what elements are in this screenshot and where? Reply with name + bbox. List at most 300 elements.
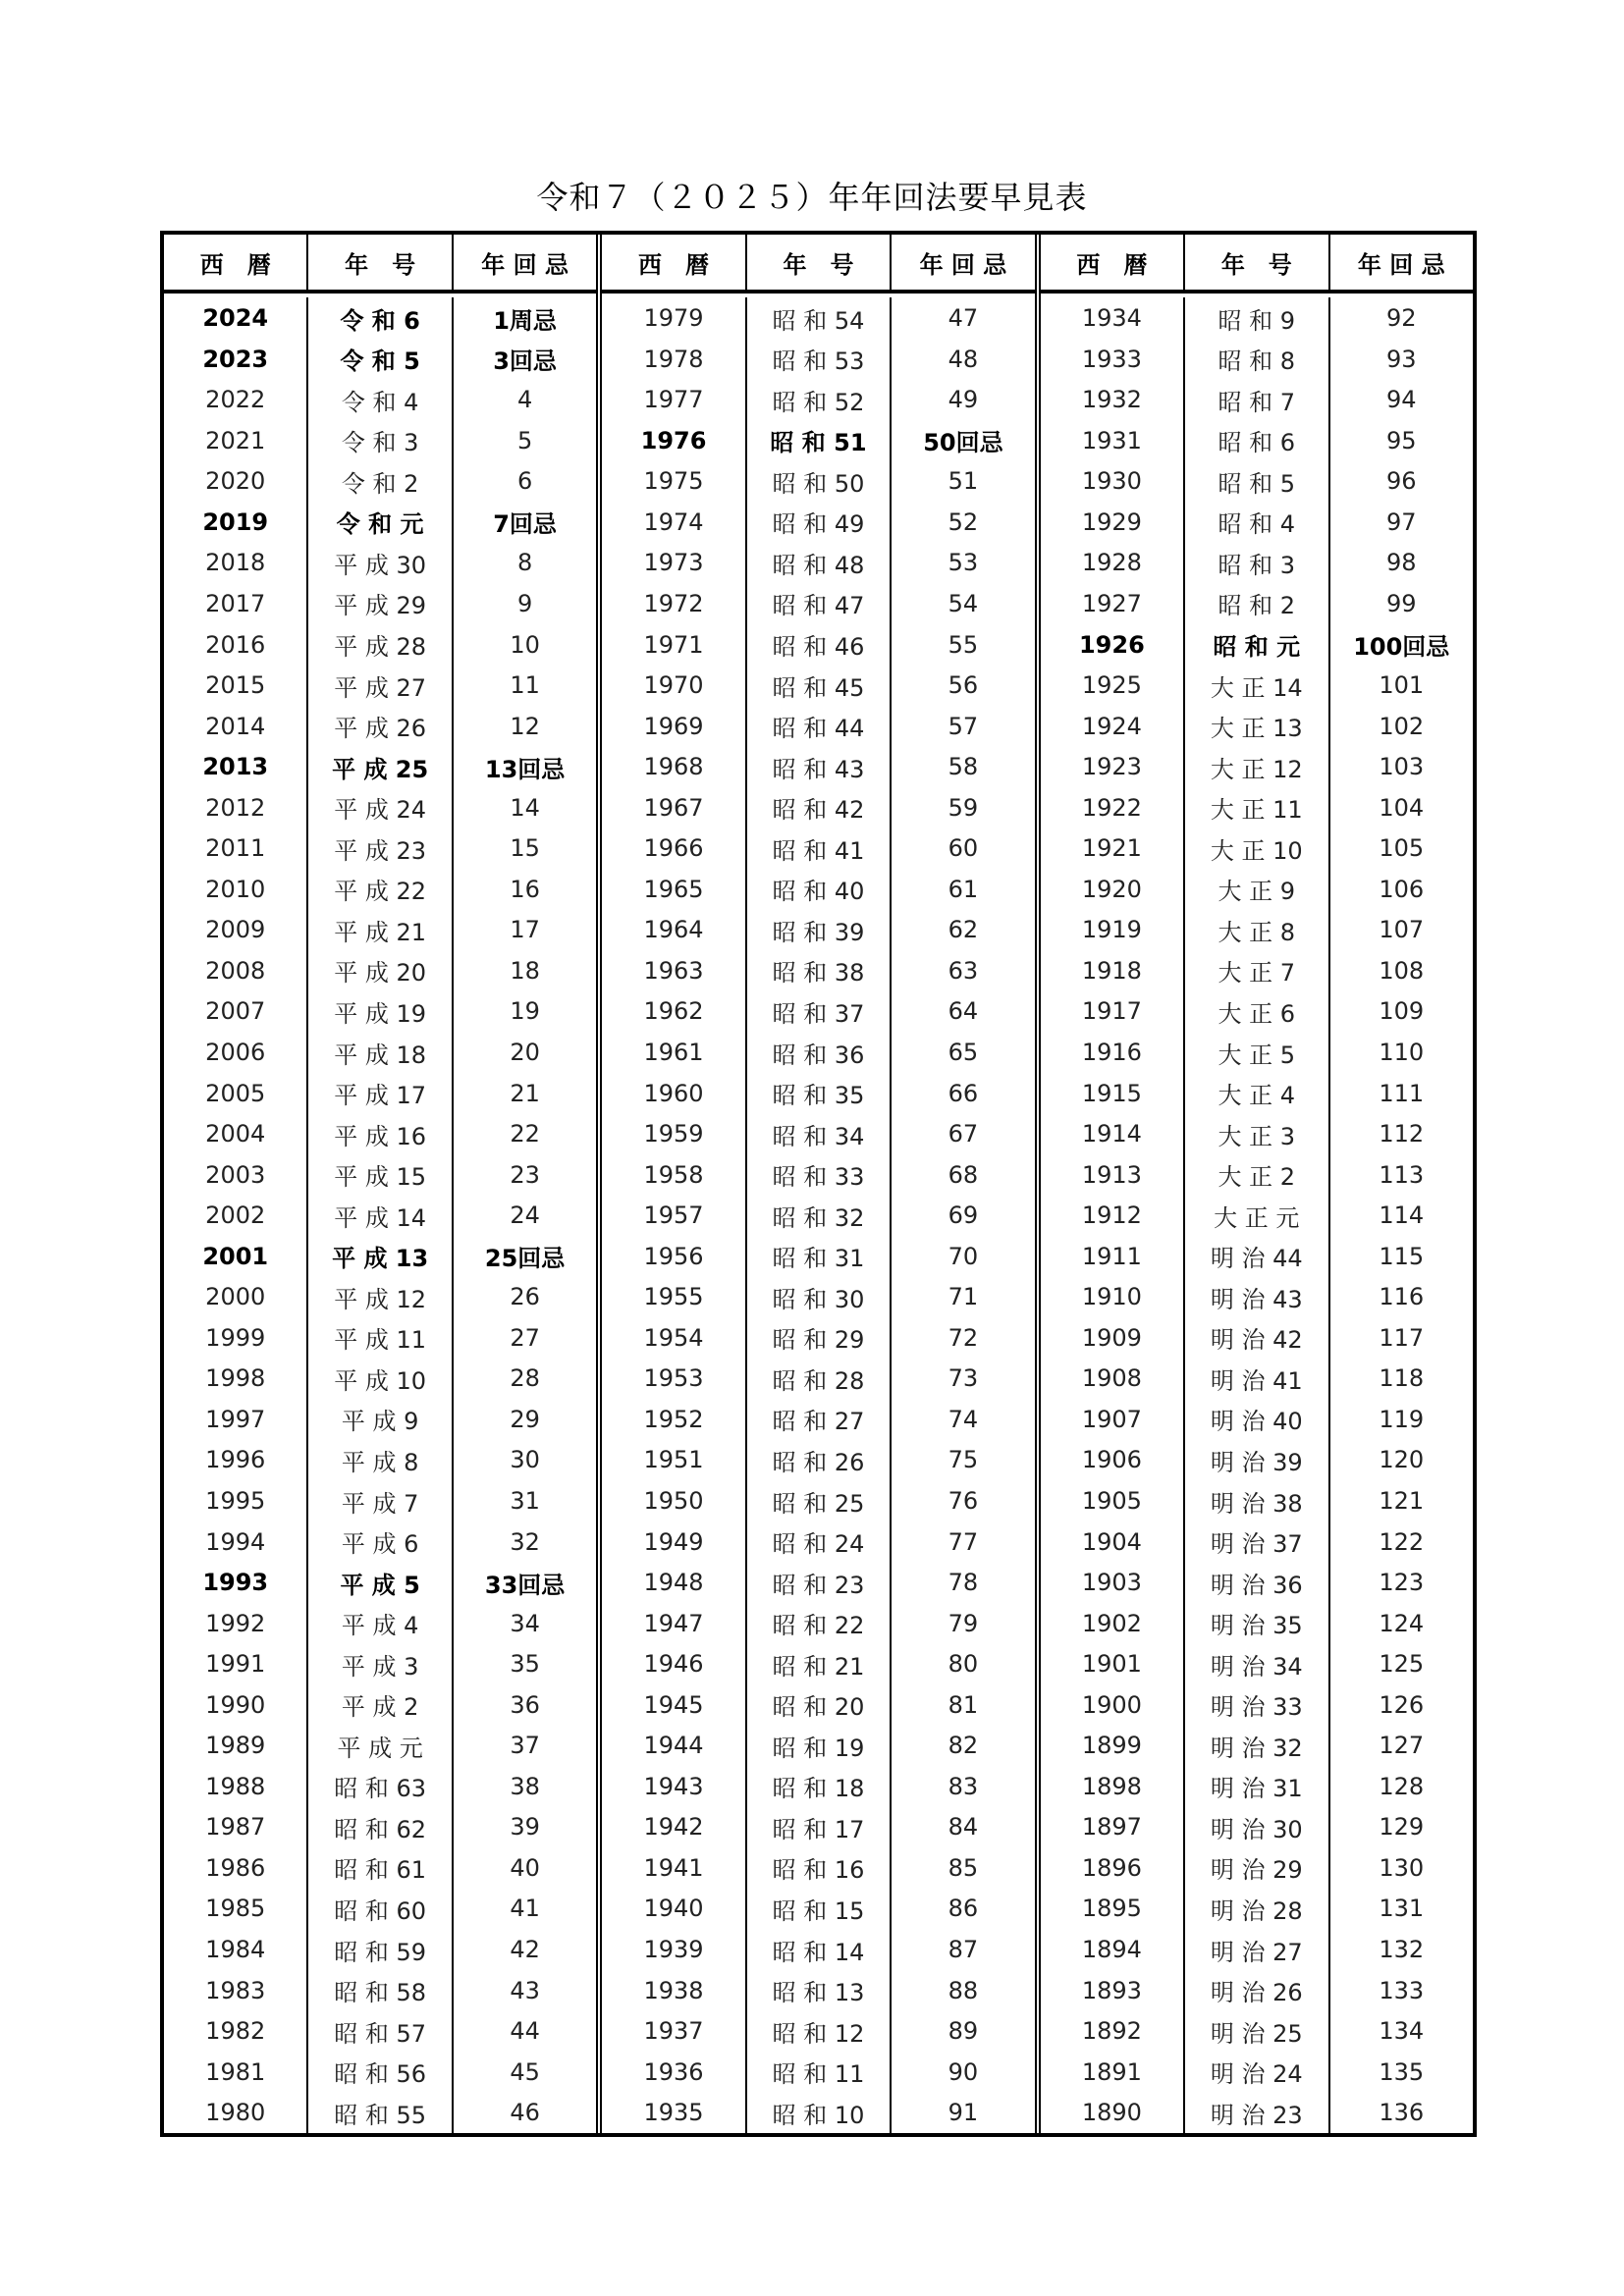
cell-nengo: 大 正 5 (1183, 1032, 1327, 1073)
table-row (602, 1359, 1034, 1400)
header-seireki: 西 暦 (638, 250, 710, 279)
table-row (164, 1889, 596, 1930)
cell-nengo: 平 成 16 (306, 1113, 451, 1154)
table-row (1041, 1970, 1473, 2011)
table-row (164, 1684, 596, 1726)
cell-kaiki: 4 (452, 379, 596, 420)
cell-kaiki: 136 (1328, 2092, 1473, 2133)
cell-seireki: 1978 (643, 345, 704, 373)
cell-seireki: 1927 (1081, 589, 1142, 617)
header-kaiki: 年 回 忌 (452, 235, 596, 290)
cell-kaiki: 112 (1328, 1113, 1473, 1154)
table-row (164, 1643, 596, 1684)
table-row (1041, 1847, 1473, 1889)
rows-container (164, 294, 596, 2133)
cell-nengo: 平 成 22 (306, 869, 451, 910)
cell-nengo: 昭 和 26 (745, 1440, 890, 1481)
cell-nengo: 平 成 23 (306, 828, 451, 870)
table-row (1041, 583, 1473, 624)
cell-kaiki: 60 (890, 828, 1034, 870)
cell-nengo: 大 正 11 (1183, 787, 1327, 828)
cell-nengo: 平 成 4 (306, 1603, 451, 1644)
cell-seireki: 1954 (643, 1323, 704, 1352)
cell-seireki: 1946 (643, 1650, 704, 1679)
table-row (164, 787, 596, 828)
table-row (164, 543, 596, 584)
cell-kaiki: 86 (890, 1889, 1034, 1930)
cell-kaiki: 89 (890, 2010, 1034, 2052)
cell-seireki: 1937 (643, 2017, 704, 2046)
header-seireki: 西 暦 (199, 250, 271, 279)
cell-seireki: 2004 (205, 1120, 266, 1148)
cell-seireki: 1969 (643, 712, 704, 740)
cell-nengo: 昭 和 19 (745, 1726, 890, 1767)
cell-seireki: 1922 (1081, 793, 1142, 822)
table-group-2 (596, 235, 1034, 2133)
cell-nengo: 大 正 9 (1183, 869, 1327, 910)
cell-seireki: 1942 (643, 1813, 704, 1842)
cell-nengo: 昭 和 8 (1183, 339, 1327, 380)
cell-nengo: 大 正 12 (1183, 746, 1327, 787)
table-row (164, 1073, 596, 1114)
cell-nengo: 昭 和 24 (745, 1522, 890, 1563)
cell-nengo: 明 治 35 (1183, 1603, 1327, 1644)
cell-seireki: 2002 (205, 1201, 266, 1230)
table-row (1041, 1522, 1473, 1563)
table-row (1041, 706, 1473, 747)
cell-nengo: 昭 和 45 (745, 665, 890, 706)
cell-kaiki: 48 (890, 339, 1034, 380)
cell-kaiki: 95 (1328, 420, 1473, 461)
cell-nengo: 平 成 14 (306, 1195, 451, 1236)
cell-seireki: 1976 (640, 426, 707, 454)
cell-kaiki: 8 (452, 543, 596, 584)
header-seireki: 西 暦 (1076, 250, 1148, 279)
cell-seireki: 1902 (1081, 1609, 1142, 1637)
table-row (602, 665, 1034, 706)
cell-nengo: 平 成 6 (306, 1522, 451, 1563)
cell-kaiki: 36 (452, 1684, 596, 1726)
table-row (602, 420, 1034, 461)
header-row (164, 235, 596, 294)
cell-nengo: 昭 和 2 (1183, 583, 1327, 624)
cell-seireki: 1979 (643, 304, 704, 333)
table-row (1041, 1889, 1473, 1930)
cell-nengo: 明 治 23 (1183, 2092, 1327, 2133)
cell-nengo: 昭 和 5 (1183, 461, 1327, 503)
cell-kaiki: 78 (890, 1562, 1034, 1603)
table-row (164, 1277, 596, 1318)
cell-seireki: 2023 (202, 345, 269, 373)
cell-seireki: 1992 (205, 1609, 266, 1637)
cell-kaiki: 11 (452, 665, 596, 706)
cell-nengo: 昭 和 11 (745, 2052, 890, 2093)
cell-nengo: 明 治 36 (1183, 1562, 1327, 1603)
cell-seireki: 2001 (202, 1242, 269, 1270)
cell-nengo: 昭 和 15 (745, 1889, 890, 1930)
table-row (1041, 1195, 1473, 1236)
table-row (1041, 1766, 1473, 1807)
table-row (164, 1154, 596, 1196)
table-row (1041, 950, 1473, 991)
cell-seireki: 1975 (643, 467, 704, 496)
table-row (1041, 339, 1473, 380)
table-row (602, 828, 1034, 870)
cell-kaiki: 69 (890, 1195, 1034, 1236)
cell-kaiki: 23 (452, 1154, 596, 1196)
cell-nengo: 平 成 12 (306, 1277, 451, 1318)
cell-seireki: 1905 (1081, 1487, 1142, 1516)
cell-kaiki: 97 (1328, 502, 1473, 543)
cell-kaiki: 80 (890, 1643, 1034, 1684)
table-row (602, 1726, 1034, 1767)
cell-nengo: 明 治 43 (1183, 1277, 1327, 1318)
cell-seireki: 1977 (643, 386, 704, 414)
table-group-3 (1035, 235, 1473, 2133)
cell-kaiki: 113 (1328, 1154, 1473, 1196)
cell-nengo: 昭 和 48 (745, 543, 890, 584)
cell-seireki: 1974 (643, 507, 704, 536)
cell-nengo: 平 成 27 (306, 665, 451, 706)
cell-nengo: 昭 和 14 (745, 1929, 890, 1970)
cell-kaiki: 6 (452, 461, 596, 503)
cell-nengo: 大 正 10 (1183, 828, 1327, 870)
cell-seireki: 1932 (1081, 386, 1142, 414)
cell-kaiki: 26 (452, 1277, 596, 1318)
table-row (1041, 1032, 1473, 1073)
cell-seireki: 1998 (205, 1364, 266, 1393)
cell-nengo: 平 成 29 (306, 583, 451, 624)
cell-nengo: 明 治 29 (1183, 1847, 1327, 1889)
cell-kaiki: 88 (890, 1970, 1034, 2011)
cell-kaiki: 47 (890, 297, 1034, 339)
cell-kaiki: 121 (1328, 1480, 1473, 1522)
cell-nengo: 令 和 6 (306, 297, 451, 339)
table-row (164, 1970, 596, 2011)
cell-kaiki: 75 (890, 1440, 1034, 1481)
cell-kaiki: 40 (452, 1847, 596, 1889)
cell-nengo: 明 治 33 (1183, 1684, 1327, 1726)
cell-nengo: 明 治 41 (1183, 1359, 1327, 1400)
cell-seireki: 2024 (202, 304, 269, 333)
cell-kaiki: 71 (890, 1277, 1034, 1318)
cell-kaiki: 66 (890, 1073, 1034, 1114)
cell-nengo: 昭 和 55 (306, 2092, 451, 2133)
cell-nengo: 昭 和 61 (306, 1847, 451, 1889)
table-row (602, 1195, 1034, 1236)
cell-seireki: 1996 (205, 1446, 266, 1474)
cell-kaiki: 111 (1328, 1073, 1473, 1114)
cell-kaiki: 124 (1328, 1603, 1473, 1644)
cell-seireki: 1953 (643, 1364, 704, 1393)
cell-nengo: 昭 和 25 (745, 1480, 890, 1522)
cell-kaiki: 10 (452, 624, 596, 666)
table-row (1041, 297, 1473, 339)
cell-kaiki: 131 (1328, 1889, 1473, 1930)
cell-seireki: 1919 (1081, 916, 1142, 944)
cell-seireki: 1972 (643, 589, 704, 617)
cell-seireki: 2017 (205, 589, 266, 617)
table-row (1041, 1317, 1473, 1359)
cell-nengo: 昭 和 37 (745, 991, 890, 1033)
table-row (164, 297, 596, 339)
cell-seireki: 1901 (1081, 1650, 1142, 1679)
header-kaiki: 年 回 忌 (1328, 235, 1473, 290)
cell-seireki: 1971 (643, 630, 704, 659)
cell-kaiki: 102 (1328, 706, 1473, 747)
cell-kaiki: 55 (890, 624, 1034, 666)
table-row (1041, 1154, 1473, 1196)
cell-seireki: 2006 (205, 1039, 266, 1066)
cell-seireki: 1912 (1081, 1201, 1142, 1230)
table-row (164, 2052, 596, 2093)
cell-kaiki: 44 (452, 2010, 596, 2052)
table-row (1041, 1359, 1473, 1400)
cell-seireki: 1949 (643, 1527, 704, 1556)
table-row (602, 1113, 1034, 1154)
cell-seireki: 1895 (1081, 1895, 1142, 1923)
cell-seireki: 2013 (202, 753, 269, 781)
table-row (164, 1359, 596, 1400)
table-row (602, 379, 1034, 420)
cell-kaiki: 38 (452, 1766, 596, 1807)
table-row (164, 339, 596, 380)
table-row (164, 706, 596, 747)
table-row (602, 950, 1034, 991)
cell-nengo: 昭 和 51 (745, 420, 890, 461)
cell-nengo: 昭 和 12 (745, 2010, 890, 2052)
cell-kaiki: 70 (890, 1236, 1034, 1277)
cell-kaiki: 16 (452, 869, 596, 910)
page-title: 令和７（２０２５）年年回法要早見表 (536, 179, 1088, 216)
cell-nengo: 昭 和 43 (745, 746, 890, 787)
cell-seireki: 1962 (643, 997, 704, 1026)
cell-kaiki: 27 (452, 1317, 596, 1359)
cell-kaiki: 79 (890, 1603, 1034, 1644)
cell-seireki: 1947 (643, 1609, 704, 1637)
cell-kaiki: 61 (890, 869, 1034, 910)
cell-seireki: 1982 (205, 2017, 266, 2046)
cell-kaiki: 24 (452, 1195, 596, 1236)
cell-kaiki: 109 (1328, 991, 1473, 1033)
cell-nengo: 昭 和 9 (1183, 297, 1327, 339)
cell-seireki: 1981 (205, 2057, 266, 2086)
cell-seireki: 1938 (643, 1976, 704, 2004)
cell-seireki: 1958 (643, 1160, 704, 1189)
cell-nengo: 昭 和 元 (1183, 624, 1327, 666)
cell-nengo: 大 正 元 (1183, 1195, 1327, 1236)
cell-nengo: 昭 和 32 (745, 1195, 890, 1236)
cell-seireki: 1923 (1081, 753, 1142, 781)
cell-kaiki: 39 (452, 1807, 596, 1848)
cell-nengo: 大 正 7 (1183, 950, 1327, 991)
cell-nengo: 明 治 44 (1183, 1236, 1327, 1277)
cell-nengo: 昭 和 6 (1183, 420, 1327, 461)
cell-nengo: 平 成 19 (306, 991, 451, 1033)
cell-nengo: 昭 和 42 (745, 787, 890, 828)
cell-nengo: 昭 和 20 (745, 1684, 890, 1726)
cell-kaiki: 84 (890, 1807, 1034, 1848)
cell-kaiki: 73 (890, 1359, 1034, 1400)
cell-kaiki: 133 (1328, 1970, 1473, 2011)
cell-kaiki: 58 (890, 746, 1034, 787)
cell-nengo: 平 成 5 (306, 1562, 451, 1603)
cell-nengo: 明 治 26 (1183, 1970, 1327, 2011)
table-row (1041, 910, 1473, 951)
table-row (164, 1726, 596, 1767)
table-row (164, 1480, 596, 1522)
cell-nengo: 平 成 18 (306, 1032, 451, 1073)
cell-nengo: 昭 和 49 (745, 502, 890, 543)
cell-nengo: 令 和 元 (306, 502, 451, 543)
cell-seireki: 1994 (205, 1527, 266, 1556)
table-row (164, 828, 596, 870)
cell-seireki: 1929 (1081, 507, 1142, 536)
cell-kaiki: 20 (452, 1032, 596, 1073)
table-row (602, 1154, 1034, 1196)
cell-seireki: 1935 (643, 2099, 704, 2127)
cell-kaiki: 35 (452, 1643, 596, 1684)
cell-nengo: 明 治 38 (1183, 1480, 1327, 1522)
cell-kaiki: 37 (452, 1726, 596, 1767)
table-row (602, 1807, 1034, 1848)
cell-nengo: 昭 和 39 (745, 910, 890, 951)
table-row (164, 1766, 596, 1807)
cell-kaiki: 17 (452, 910, 596, 951)
table-row (602, 502, 1034, 543)
cell-seireki: 1900 (1081, 1690, 1142, 1719)
cell-kaiki: 65 (890, 1032, 1034, 1073)
cell-nengo: 大 正 13 (1183, 706, 1327, 747)
cell-nengo: 令 和 5 (306, 339, 451, 380)
cell-seireki: 1970 (643, 671, 704, 700)
table-row (164, 1113, 596, 1154)
table-row (602, 991, 1034, 1033)
cell-kaiki: 76 (890, 1480, 1034, 1522)
cell-nengo: 昭 和 23 (745, 1562, 890, 1603)
cell-kaiki: 49 (890, 379, 1034, 420)
table-row (1041, 1399, 1473, 1440)
cell-seireki: 1925 (1081, 671, 1142, 700)
cell-seireki: 1926 (1078, 630, 1145, 659)
cell-nengo: 昭 和 63 (306, 1766, 451, 1807)
table-row (164, 1522, 596, 1563)
cell-seireki: 1914 (1081, 1120, 1142, 1148)
cell-seireki: 2000 (205, 1283, 266, 1311)
table-row (602, 1236, 1034, 1277)
table-row (1041, 1113, 1473, 1154)
table-row (1041, 502, 1473, 543)
cell-kaiki: 30 (452, 1440, 596, 1481)
cell-nengo: 昭 和 44 (745, 706, 890, 747)
cell-seireki: 2005 (205, 1079, 266, 1107)
cell-nengo: 昭 和 38 (745, 950, 890, 991)
cell-nengo: 昭 和 33 (745, 1154, 890, 1196)
table-row (1041, 2092, 1473, 2133)
cell-seireki: 2018 (205, 549, 266, 577)
cell-nengo: 昭 和 47 (745, 583, 890, 624)
table-row (602, 1847, 1034, 1889)
rows-container (1041, 294, 1473, 2133)
table-row (1041, 1726, 1473, 1767)
table-row (164, 869, 596, 910)
cell-seireki: 1904 (1081, 1527, 1142, 1556)
table-row (602, 1480, 1034, 1522)
table-row (1041, 624, 1473, 666)
cell-nengo: 昭 和 58 (306, 1970, 451, 2011)
cell-nengo: 明 治 37 (1183, 1522, 1327, 1563)
cell-seireki: 1924 (1081, 712, 1142, 740)
table-row (164, 1440, 596, 1481)
cell-kaiki: 100回忌 (1328, 624, 1473, 666)
table-row (1041, 665, 1473, 706)
cell-kaiki: 127 (1328, 1726, 1473, 1767)
table-row (1041, 461, 1473, 503)
cell-kaiki: 51 (890, 461, 1034, 503)
cell-seireki: 1936 (643, 2057, 704, 2086)
table-row (1041, 379, 1473, 420)
table-row (164, 583, 596, 624)
cell-kaiki: 96 (1328, 461, 1473, 503)
table-row (602, 1889, 1034, 1930)
cell-kaiki: 21 (452, 1073, 596, 1114)
header-row (1041, 235, 1473, 294)
table-row (602, 624, 1034, 666)
cell-kaiki: 93 (1328, 339, 1473, 380)
cell-kaiki: 77 (890, 1522, 1034, 1563)
cell-kaiki: 15 (452, 828, 596, 870)
cell-nengo: 平 成 25 (306, 746, 451, 787)
cell-seireki: 1931 (1081, 426, 1142, 454)
cell-nengo: 昭 和 4 (1183, 502, 1327, 543)
cell-kaiki: 110 (1328, 1032, 1473, 1073)
cell-kaiki: 82 (890, 1726, 1034, 1767)
table-row (1041, 828, 1473, 870)
table-row (1041, 1684, 1473, 1726)
cell-seireki: 1966 (643, 834, 704, 863)
cell-seireki: 1911 (1081, 1242, 1142, 1270)
table-row (1041, 869, 1473, 910)
cell-seireki: 1955 (643, 1283, 704, 1311)
cell-kaiki: 63 (890, 950, 1034, 991)
table-row (164, 2010, 596, 2052)
cell-seireki: 1903 (1081, 1569, 1142, 1597)
table-row (164, 665, 596, 706)
table-row (1041, 1643, 1473, 1684)
cell-seireki: 1909 (1081, 1323, 1142, 1352)
cell-nengo: 平 成 20 (306, 950, 451, 991)
cell-kaiki: 56 (890, 665, 1034, 706)
cell-seireki: 2014 (205, 712, 266, 740)
cell-seireki: 1890 (1081, 2099, 1142, 2127)
cell-kaiki: 92 (1328, 297, 1473, 339)
cell-kaiki: 7回忌 (452, 502, 596, 543)
cell-kaiki: 134 (1328, 2010, 1473, 2052)
table-row (602, 1522, 1034, 1563)
cell-kaiki: 29 (452, 1399, 596, 1440)
cell-nengo: 昭 和 53 (745, 339, 890, 380)
cell-kaiki: 1周忌 (452, 297, 596, 339)
cell-nengo: 昭 和 41 (745, 828, 890, 870)
memorial-year-table (160, 231, 1477, 2137)
cell-seireki: 1999 (205, 1323, 266, 1352)
cell-nengo: 昭 和 60 (306, 1889, 451, 1930)
cell-seireki: 1910 (1081, 1283, 1142, 1311)
cell-nengo: 大 正 3 (1183, 1113, 1327, 1154)
table-row (602, 1073, 1034, 1114)
table-row (602, 706, 1034, 747)
table-row (164, 420, 596, 461)
